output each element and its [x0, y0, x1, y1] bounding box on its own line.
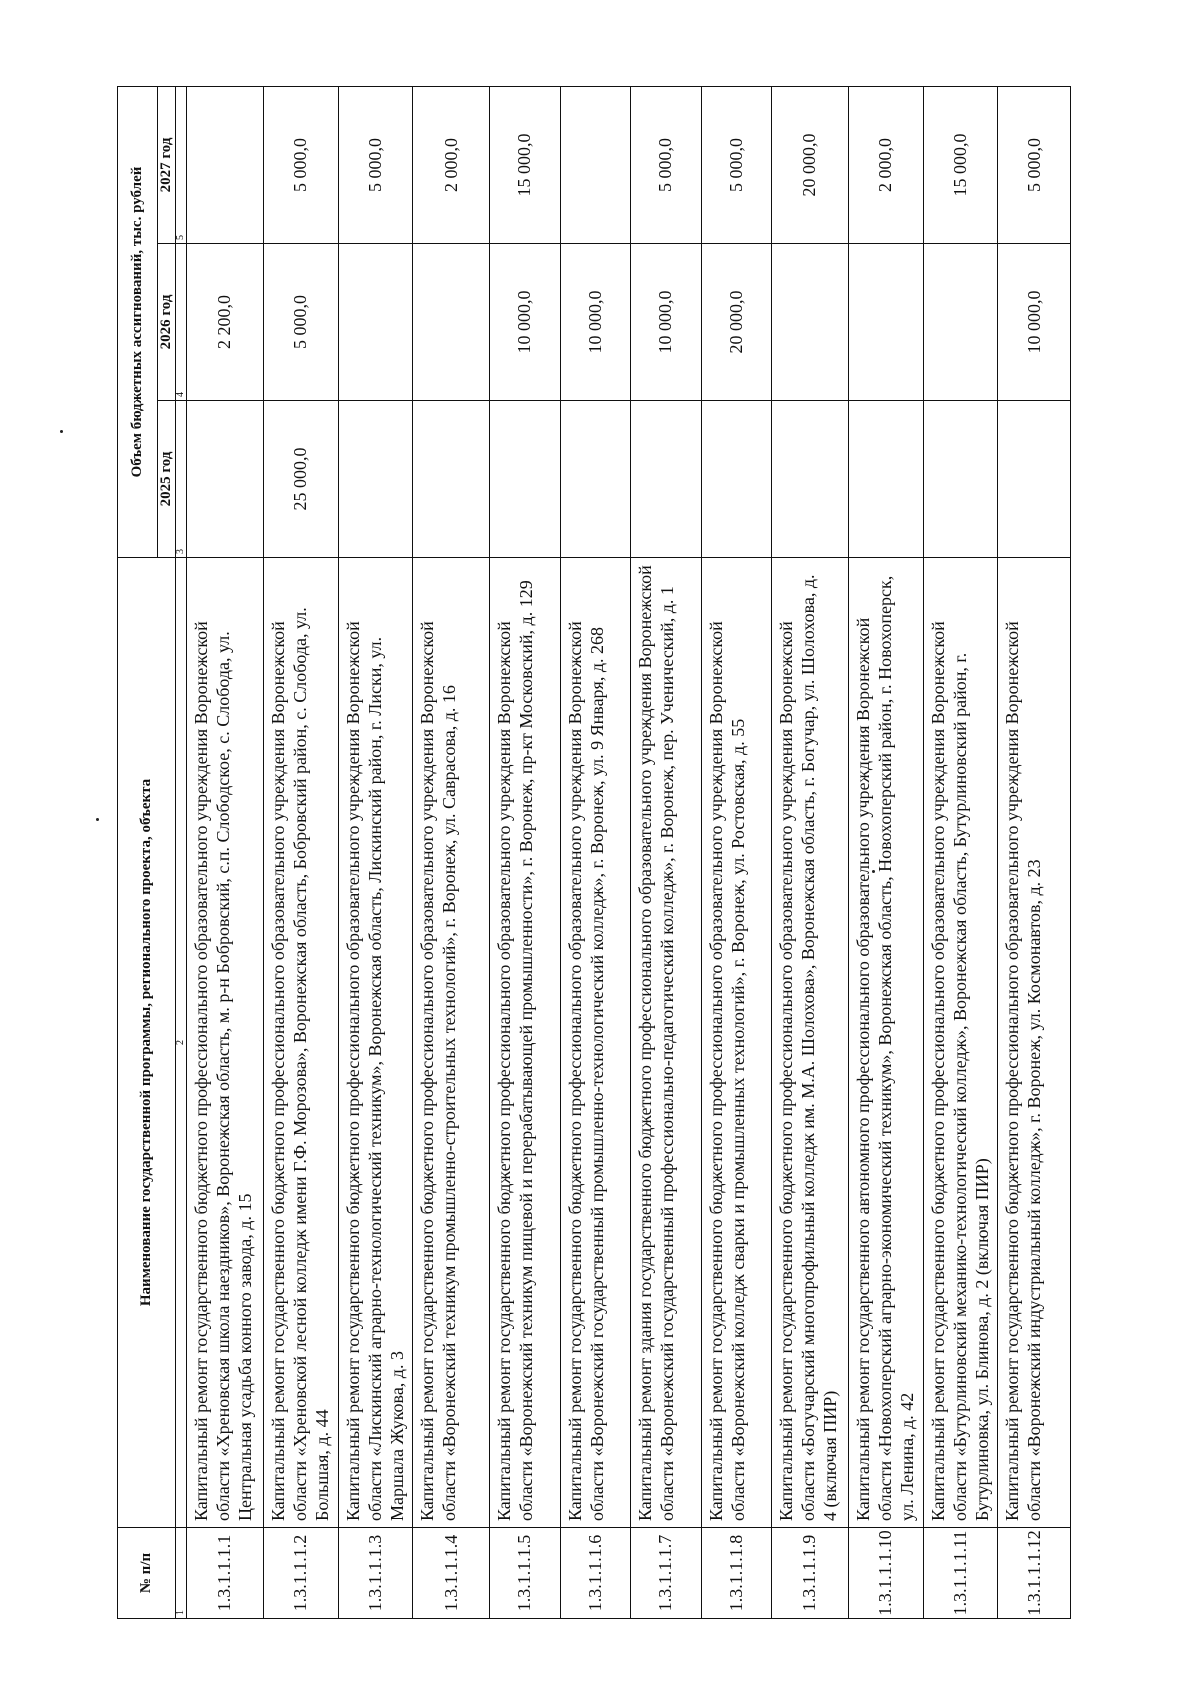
value-2026: 20 000,0 — [701, 244, 771, 401]
header-row-number: № п/п — [118, 1528, 176, 1619]
table-row — [998, 87, 1071, 1619]
budget-allocation-table — [117, 86, 1071, 1619]
table-row — [263, 87, 338, 1619]
table-row — [413, 87, 490, 1619]
table-row — [338, 87, 413, 1619]
row-number: 1.3.1.1.1.9 — [771, 1528, 848, 1619]
value-2027: 2 000,0 — [413, 87, 490, 244]
object-name: Капитальный ремонт государственного бюджетного профессионального образовательного учреждения Воронежской области «Воронежский техникум промышленно-строительных технологий», г. Воронеж, ул. Саврасова, д. 16 — [413, 558, 490, 1528]
value-2027: 15 000,0 — [490, 87, 560, 244]
value-2027: 2 000,0 — [848, 87, 923, 244]
header-year-2027: 2027 год — [158, 87, 176, 244]
value-2027: 15 000,0 — [923, 87, 998, 244]
row-number: 1.3.1.1.1.4 — [413, 1528, 490, 1619]
value-2026: 10 000,0 — [998, 244, 1071, 401]
value-2027: 5 000,0 — [338, 87, 413, 244]
object-name: Капитальный ремонт государственного бюджетного профессионального образовательного учреждения Воронежской области «Воронежский колледж сварки и промышленных технологий», г. Воронеж, ул. Ростовская, д. 55 — [701, 558, 771, 1528]
table-row — [848, 87, 923, 1619]
value-2026 — [923, 244, 998, 401]
column-number: 2 — [176, 558, 187, 1528]
table-body — [187, 87, 1071, 1619]
value-2025 — [848, 401, 923, 558]
budget-table-sheet — [117, 87, 1071, 1619]
header-object-name: Наименование государственной программы, регионального проекта, объекта — [118, 558, 176, 1528]
table-row — [771, 87, 848, 1619]
value-2025 — [998, 401, 1071, 558]
value-2026 — [413, 244, 490, 401]
table-row — [631, 87, 701, 1619]
value-2025 — [187, 401, 264, 558]
value-2025 — [631, 401, 701, 558]
row-number: 1.3.1.1.1.6 — [560, 1528, 630, 1619]
column-number: 5 — [176, 87, 187, 244]
row-number: 1.3.1.1.1.10 — [848, 1528, 923, 1619]
object-name: Капитальный ремонт государственного бюджетного профессионального образовательного учреждения Воронежской области «Воронежский государственный промышленно-технологический колледж», г. Воронеж, ул. 9 Января, д. 268 — [560, 558, 630, 1528]
scan-speck — [60, 430, 63, 433]
header-year-2026: 2026 год — [158, 244, 176, 401]
value-2026 — [771, 244, 848, 401]
table-row — [490, 87, 560, 1619]
header-year-2025: 2025 год — [158, 401, 176, 558]
row-number: 1.3.1.1.1.3 — [338, 1528, 413, 1619]
row-number: 1.3.1.1.1.5 — [490, 1528, 560, 1619]
value-2027: 5 000,0 — [998, 87, 1071, 244]
scan-speck — [96, 818, 99, 821]
object-name: Капитальный ремонт государственного бюджетного профессионального образовательного учреждения Воронежской области «Хреновская школа наездников», Воронежская область, м. р-н Бобровский, с.п. Слободское, с. Слобода, ул. Центральная усадьба конного завода, д. 15 — [187, 558, 264, 1528]
value-2026: 5 000,0 — [263, 244, 338, 401]
value-2026: 10 000,0 — [490, 244, 560, 401]
column-number: 3 — [176, 401, 187, 558]
value-2025 — [338, 401, 413, 558]
value-2025 — [413, 401, 490, 558]
object-name: Капитальный ремонт здания государственного бюджетного профессионального образовательного учреждения Воронежской области «Воронежский государственный профессионально-педагогический колледж», г. Воронеж, пер. Ученический, д. 1 — [631, 558, 701, 1528]
value-2026 — [338, 244, 413, 401]
column-number: 4 — [176, 244, 187, 401]
row-number: 1.3.1.1.1.11 — [923, 1528, 998, 1619]
value-2027 — [560, 87, 630, 244]
object-name: Капитальный ремонт государственного автономного профессионального образовательного учреждения Воронежской области «Новохоперский аграрно-экономический техникум», Воронежская область, Новохоперский район, г. Новохоперск, ул. Ленина, д. 42 — [848, 558, 923, 1528]
value-2025 — [771, 401, 848, 558]
value-2026 — [848, 244, 923, 401]
row-number: 1.3.1.1.1.8 — [701, 1528, 771, 1619]
value-2025 — [560, 401, 630, 558]
value-2027: 5 000,0 — [263, 87, 338, 244]
value-2025: 25 000,0 — [263, 401, 338, 558]
value-2025 — [923, 401, 998, 558]
value-2027 — [187, 87, 264, 244]
object-name: Капитальный ремонт государственного бюджетного профессионального образовательного учреждения Воронежской области «Воронежский индустриальный колледж», г. Воронеж, ул. Космонавтов, д. 23 — [998, 558, 1071, 1528]
value-2027: 20 000,0 — [771, 87, 848, 244]
value-2025 — [490, 401, 560, 558]
row-number: 1.3.1.1.1.2 — [263, 1528, 338, 1619]
value-2025 — [701, 401, 771, 558]
object-name: Капитальный ремонт государственного бюджетного профессионального образовательного учреждения Воронежской области «Богучарский многопрофильный колледж им. М.А. Шолохова», Воронежская область, г. Богучар, ул. Шолохова, д. 4 (включая ПИР) — [771, 558, 848, 1528]
row-number: 1.3.1.1.1.12 — [998, 1528, 1071, 1619]
value-2026: 2 200,0 — [187, 244, 264, 401]
value-2027: 5 000,0 — [701, 87, 771, 244]
table-row — [187, 87, 264, 1619]
column-number: 1 — [176, 1528, 187, 1619]
header-budget-volume: Объем бюджетных ассигнований, тыс. рублей — [118, 87, 158, 558]
table-row — [560, 87, 630, 1619]
object-name: Капитальный ремонт государственного бюджетного профессионального образовательного учреждения Воронежской области «Бутурлиновский механико-технологический колледж», Воронежская область, Бутурлиновский район, г. Бутурлиновка, ул. Блинова, д. 2 (включая ПИР) — [923, 558, 998, 1528]
table-row — [923, 87, 998, 1619]
object-name: Капитальный ремонт государственного бюджетного профессионального образовательного учреждения Воронежской области «Лискинский аграрно-технологический техникум», Воронежская область, Лискинский район, г. Лиски, ул. Маршала Жукова, д. 3 — [338, 558, 413, 1528]
value-2027: 5 000,0 — [631, 87, 701, 244]
row-number: 1.3.1.1.1.7 — [631, 1528, 701, 1619]
value-2026: 10 000,0 — [631, 244, 701, 401]
row-number: 1.3.1.1.1.1 — [187, 1528, 264, 1619]
object-name: Капитальный ремонт государственного бюджетного профессионального образовательного учреждения Воронежской области «Воронежский техникум пищевой и перерабатывающей промышленности», г. Воронеж, пр-кт Московский, д. 129 — [490, 558, 560, 1528]
object-name: Капитальный ремонт государственного бюджетного профессионального образовательного учреждения Воронежской области «Хреновской лесной колледж имени Г.Ф. Морозова», Воронежская область, Бобровский район, с. Слобода, ул. Большая, д. 44 — [263, 558, 338, 1528]
table-row — [701, 87, 771, 1619]
value-2026: 10 000,0 — [560, 244, 630, 401]
